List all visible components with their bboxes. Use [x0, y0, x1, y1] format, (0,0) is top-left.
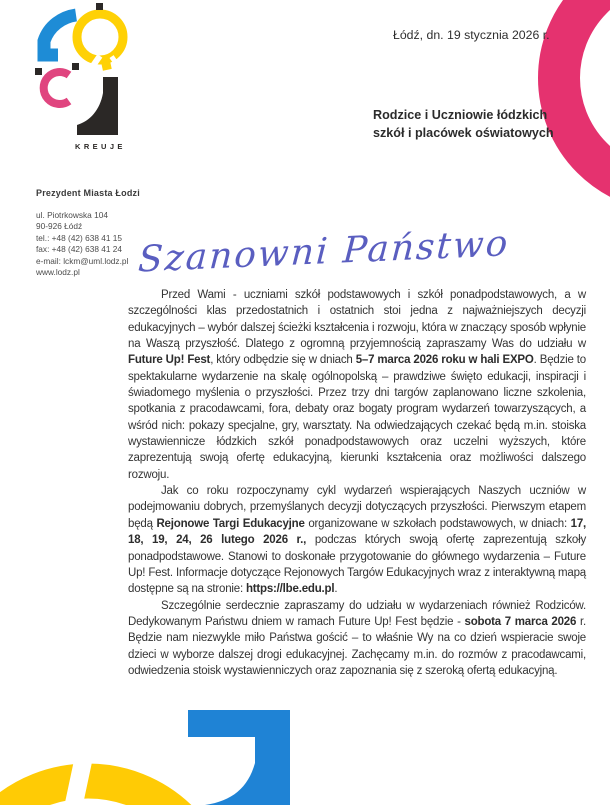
kreuje-wordmark: KREUJE: [75, 142, 126, 151]
sender-address-line: 90-926 Łódź: [36, 221, 83, 232]
letter-body: [128, 287, 586, 679]
logo-letter-z-shape: [77, 77, 118, 135]
recipient-line: Rodzice i Uczniowie łódzkich: [373, 108, 548, 122]
date-line: Łódź, dn. 19 stycznia 2026 r.: [393, 28, 550, 42]
sender-address-line: fax: +48 (42) 638 41 24: [36, 244, 123, 255]
logo-letter-o-shape: [77, 14, 123, 60]
recipient-block: [373, 107, 554, 142]
yellow-arc-shape: [0, 781, 220, 805]
logo-accent-dot: [72, 63, 79, 70]
recipient-line: szkół i placówek oświatowych: [373, 125, 554, 140]
logo-accent-dot: [35, 68, 42, 75]
paragraph: Przed Wami - uczniami szkół podstawowych i szkół ponadpodstawowych, a w szczególności klas przedostatnich i ostatnich stoi jedna z najważniejszych decyzji edukacyjnych – wybór dalszej ścieżki kształcenia i rozwoju, która w znaczący sposób wpłynie na Waszą przyszłość. Dlatego z ogromną przyjemnością zapraszamy Was do udziału w Future Up! Fest, który odbędzie się w dniach 5–7 marca 2026 roku w hali EXPO. Będzie to spektakularne wydarzenie na skalę ogólnopolską – prawdziwe święto edukacji, inspiracji i świadomego myślenia o przyszłości. Przez trzy dni targów zaplanowano liczne szkolenia, spotkania z pracodawcami, fora, debaty oraz bogaty program wydarzeń towarzyszących, a wśród nich: pokazy specjalne, gry, warsztaty. Na odwiedzających czekać będą m.in. stoiska wystawiennicze łódzkich szkół ponadpodstawowych oraz uczelni wyższych, które zaprezentują swoją ofertę edukacyjną, kierunki kształcenia oraz możliwości dalszego rozwoju.: [128, 289, 586, 481]
logo-letter-d-shape: [44, 72, 69, 104]
sender-address-line: e-mail: lckm@uml.lodz.pl: [36, 255, 129, 266]
handwritten-greeting: Szanowni Państwo: [136, 223, 511, 281]
lodz-kreuje-logo: [30, 2, 135, 154]
paragraph: Szczególnie serdecznie zapraszamy do udziału w wydarzeniach również Rodziców. Dedykowanym Państwu dniem w ramach Future Up! Fest będzie - sobota 7 marca 2026 r. Będzie nam niezwykle miło Państwa gościć – to właśnie Wy na co dzień wspieracie swoje dzieci w wyborze dalszej drogi edukacyjnej. Zachęcamy m.in. do rozmów z pracodawcami, odwiedzenia stoisk wystawienniczych oraz zapoznania się z szeroką ofertą edukacyjną.: [128, 599, 586, 677]
sender-block: [36, 188, 146, 278]
pink-ring-shape: [559, 0, 610, 191]
paragraph: Jak co roku rozpoczynamy cykl wydarzeń wspierających Naszych uczniów w podejmowaniu dobrych, przemyślanych decyzji dotyczących przyszłości. Pierwszym etapem będą Rejonowe Targi Edukacyjne organizowane w szkołach podstawowych, w dniach: 17, 18, 19, 24, 26 lutego 2026 r., podczas których swoją ofertę zaprezentują szkoły ponadpodstawowe. Stanowi to doskonałe przygotowanie do głównego wydarzenia – Future Up! Fest. Informacje dotyczące Rejonowych Targów Edukacyjnych wraz z interaktywną mapą dostępne są na stronie: https://lbe.edu.pl.: [128, 485, 587, 596]
logo-letter-l-shape: [44, 15, 76, 55]
sender-address-line: tel.: +48 (42) 638 41 15: [36, 232, 123, 243]
logo-accent-dot: [96, 3, 103, 10]
blue-bracket-shape: [188, 710, 290, 805]
sender-address-line: ul. Piotrkowska 104: [36, 210, 108, 220]
bottom-decoration: [0, 700, 610, 805]
sender-address-line: www.lodz.pl: [36, 267, 80, 278]
sender-title: Prezydent Miasta Łodzi: [36, 188, 140, 198]
